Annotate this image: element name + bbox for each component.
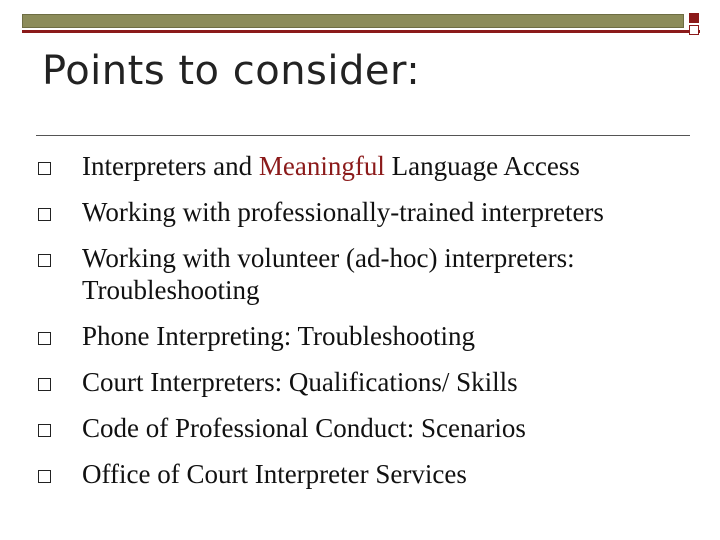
list-item-text: Code of Professional Conduct: Scenarios xyxy=(82,413,526,443)
title-divider xyxy=(36,135,690,136)
hollow-square-bullet-icon xyxy=(38,470,51,483)
list-item xyxy=(38,242,703,306)
hollow-square-bullet-icon xyxy=(38,332,51,345)
hollow-square-bullet-icon xyxy=(38,254,51,267)
header-accent-line xyxy=(22,30,700,33)
list-item-text-start: Interpreters and xyxy=(82,151,259,181)
filled-square-icon xyxy=(689,13,699,23)
list-item xyxy=(38,366,703,398)
list-item xyxy=(38,196,703,228)
slide-title: Points to consider: xyxy=(42,48,421,94)
list-item xyxy=(38,412,703,444)
hollow-square-icon xyxy=(689,25,699,35)
highlight-word: Meaningful xyxy=(258,151,385,181)
list-item-text: Office of Court Interpreter Services xyxy=(82,459,467,489)
hollow-square-bullet-icon xyxy=(38,424,51,437)
list-item-text-end: Language Access xyxy=(384,151,580,181)
list-item-text: Working with professionally-trained interpreters xyxy=(82,197,604,227)
list-item xyxy=(38,458,703,490)
list-item xyxy=(38,150,703,182)
bullet-list xyxy=(38,150,703,504)
list-item-text: Court Interpreters: Qualifications/ Skills xyxy=(82,367,518,397)
list-item xyxy=(38,320,703,352)
hollow-square-bullet-icon xyxy=(38,208,51,221)
list-item-text: Working with volunteer (ad-hoc) interpreters: Troubleshooting xyxy=(82,243,575,305)
list-item-text: Phone Interpreting: Troubleshooting xyxy=(82,321,475,351)
hollow-square-bullet-icon xyxy=(38,378,51,391)
hollow-square-bullet-icon xyxy=(38,162,51,175)
header-decoration-bar xyxy=(22,14,684,28)
